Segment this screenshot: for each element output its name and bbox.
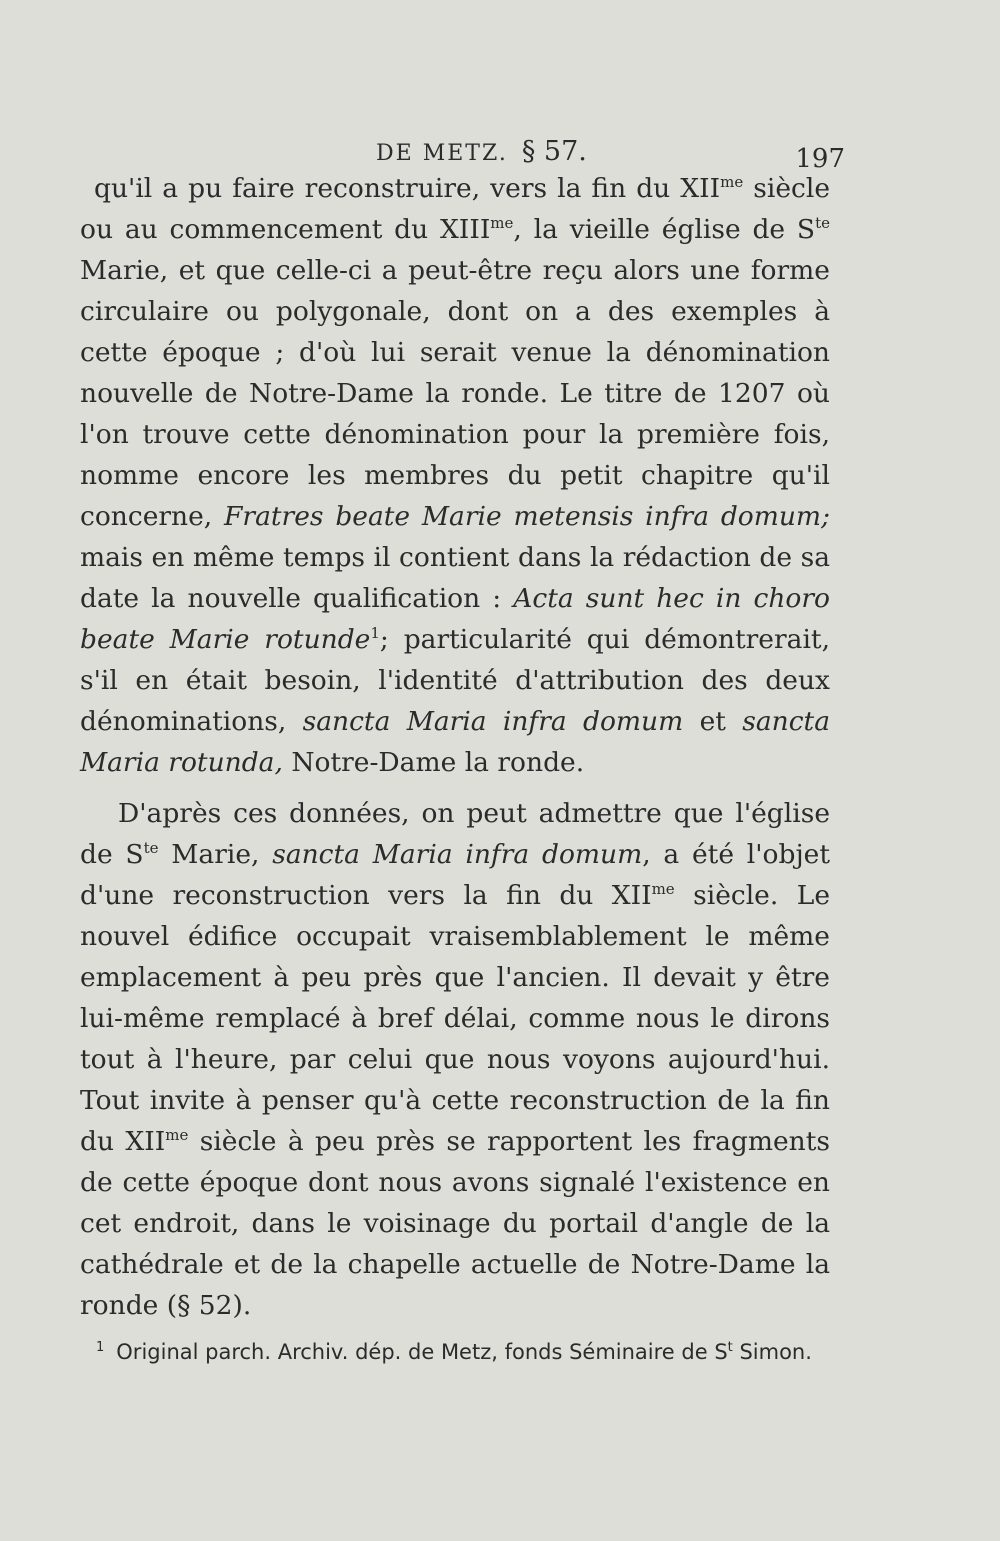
- page-number: 197: [795, 144, 845, 174]
- text-segment: siècle ou au commencement du XIII: [80, 173, 830, 245]
- text-segment: Marie, et que celle-ci a peut-être reçu alors une forme circulaire ou polygonale, dont on a des exemples à cette époque ; d'où lui serait venue la dénomination nouvelle de Notre-Dame la ronde. Le titre de 1207 où l'on trouve cette dénomination pour la première fois, nomme encore les membres du petit chapitre qu'il concerne,: [80, 255, 830, 532]
- text-segment: , la vieille église de S: [513, 214, 816, 245]
- paragraph-1: [80, 168, 830, 783]
- superscript: me: [165, 1126, 189, 1144]
- text-segment: et: [683, 706, 743, 737]
- superscript: te: [143, 839, 159, 857]
- section-number: § 57.: [521, 136, 587, 167]
- running-title-text: DE METZ.: [376, 141, 508, 166]
- text-segment: Marie,: [158, 839, 273, 870]
- body-text: [80, 168, 830, 1326]
- italic-text: sancta Maria infra domum: [302, 706, 684, 737]
- italic-text: Acta sunt hec in choro beate Marie rotunde: [80, 583, 830, 655]
- text-segment: qu'il a pu faire reconstruire, vers la fin du XII: [94, 173, 721, 204]
- footnote: $^1$ Original parch. Archiv. dép. de Metz, fonds Séminaire de $S^t$ Simon.: [96, 1340, 812, 1364]
- superscript: t: [727, 1340, 733, 1355]
- text-segment: Simon.: [732, 1340, 812, 1364]
- text-segment: ; particularité qui démontrerait, s'il en était besoin, l'identité d'attribution des deux dénominations,: [80, 624, 831, 737]
- superscript: me: [490, 214, 514, 232]
- text-segment: Original parch. Archiv. dép. de Metz, fonds Séminaire de S: [116, 1340, 728, 1364]
- paragraph-2: [80, 793, 830, 1326]
- text-segment: , a été l'objet d'une reconstruction vers la fin du XII: [80, 839, 831, 911]
- text-segment: siècle. Le nouvel édifice occupait vraisemblablement le même emplacement à peu près que l'ancien. Il devait y être lui-même remplacé à bref délai, comme nous le dirons tout à l'heure, par celui que nous voyons aujourd'hui. Tout invite à penser qu'à cette reconstruction de la fin du XII: [80, 880, 830, 1157]
- superscript: te: [815, 214, 830, 232]
- text-segment: Notre-Dame la ronde.: [282, 747, 585, 778]
- italic-text: sancta Maria rotunda,: [80, 706, 830, 778]
- italic-text: sancta Maria infra domum: [272, 839, 643, 870]
- superscript: 1: [370, 624, 380, 642]
- page-header: [80, 132, 845, 172]
- footnote-text: [116, 1340, 812, 1364]
- superscript: me: [720, 173, 744, 191]
- running-title: [376, 136, 587, 167]
- text-segment: siècle à peu près se rapportent les fragments de cette époque dont nous avons signalé l'existence en cet endroit, dans le voisinage du portail d'angle de la cathédrale et de la chapelle actuelle de Notre-Dame la ronde (§ 52).: [80, 1126, 830, 1321]
- text-segment: D'après ces données, on peut admettre que l'église de S: [80, 798, 830, 870]
- italic-text: Fratres beate Marie metensis infra domum;: [224, 501, 830, 532]
- superscript: me: [651, 880, 675, 898]
- text-segment: mais en même temps il contient dans la rédaction de sa date la nouvelle qualification :: [80, 542, 830, 614]
